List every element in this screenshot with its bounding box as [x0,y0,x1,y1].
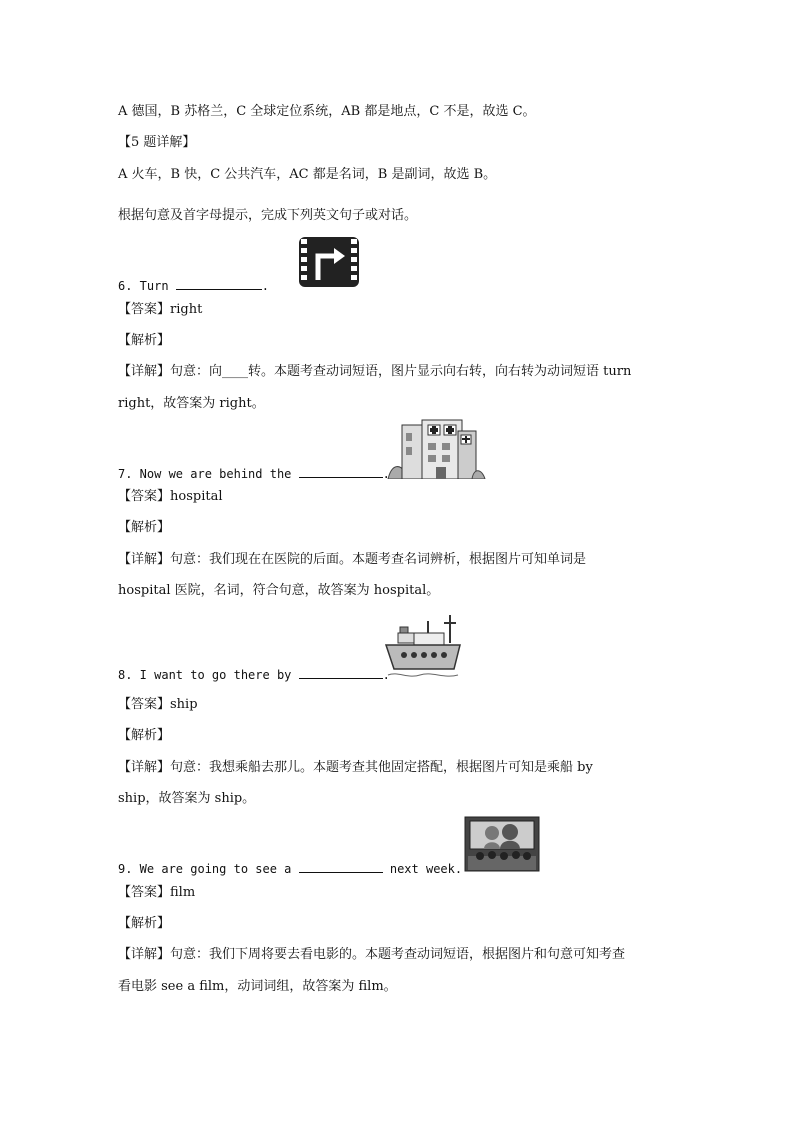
answer-blank [176,277,262,290]
intro-line-1: A 德国，B 苏格兰，C 全球定位系统，AB 都是地点，C 不是，故选 C。 [118,104,536,119]
question-6-detail-1: 【详解】句意：向____转。本题考查动词短语，图片显示向右转，向右转为动词短语 turn [118,364,632,379]
question-9-detail-2: 看电影 see a film，动词词组，故答案为 film。 [118,979,397,994]
turn-right-sign-icon [298,236,360,292]
question-9-detail-1: 【详解】句意：我们下周将要去看电影的。本题考查动词短语，根据图片和句意可知考查 [118,947,626,962]
answer-blank [299,860,383,873]
question-8-analysis: 【解析】 [118,728,171,743]
question-9-answer: 【答案】film [118,885,196,900]
question-7-detail-2: hospital 医院，名词，符合句意，故答案为 hospital。 [118,583,440,598]
question-6-answer: 【答案】right [118,302,203,317]
question-7-prompt: 7. Now we are behind the . [118,467,390,481]
hospital-building-icon [386,419,486,483]
question-7-detail-1: 【详解】句意：我们现在在医院的后面。本题考查名词辨析，根据图片可知单词是 [118,552,587,567]
question-8-answer: 【答案】ship [118,697,198,712]
cinema-screen-icon [464,816,540,876]
intro-line-2: A 火车，B 快，C 公共汽车，AC 都是名词，B 是副词，故选 B。 [118,167,497,182]
question-9-prompt: 9. We are going to see a next week. [118,862,463,876]
question-8-prompt: 8. I want to go there by . [118,668,390,682]
question-8-detail-2: ship，故答案为 ship。 [118,791,256,806]
question-6-prompt: 6. Turn . [118,279,270,293]
instruction-text: 根据句意及首字母提示，完成下列英文句子或对话。 [118,208,418,223]
question-8-detail-1: 【详解】句意：我想乘船去那儿。本题考查其他固定搭配，根据图片可知是乘船 by [118,760,593,775]
answer-blank [299,465,383,478]
question-7-analysis: 【解析】 [118,520,171,535]
question-6-analysis: 【解析】 [118,333,171,348]
question-6-detail-2: right，故答案为 right。 [118,396,265,411]
question-9-analysis: 【解析】 [118,916,171,931]
question-5-heading: 【5 题详解】 [118,135,196,150]
ship-icon [384,613,462,683]
question-7-answer: 【答案】hospital [118,489,223,504]
answer-blank [299,666,383,679]
